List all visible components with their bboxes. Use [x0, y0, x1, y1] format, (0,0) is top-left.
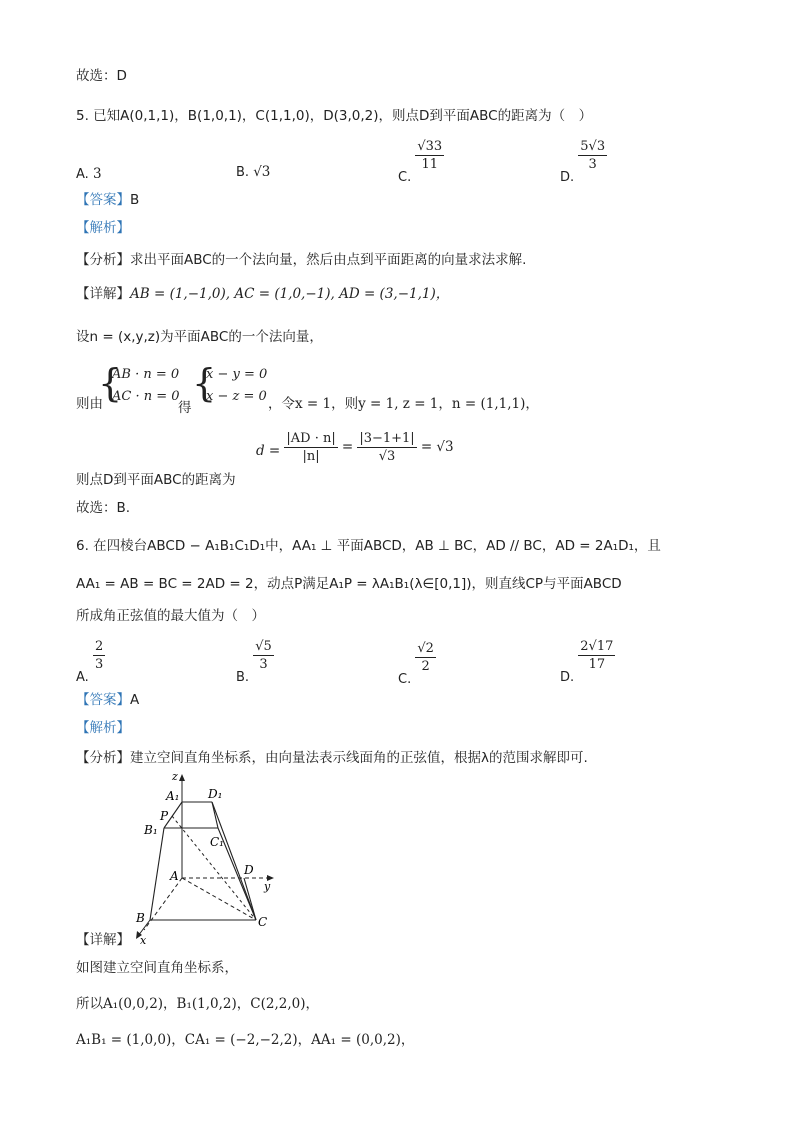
q6-option-c[interactable]: C. $\frac{√2}{2}$ — [398, 641, 434, 687]
q5-detail: 【详解】AB = (1,−1,0), AC = (1,0,−1), AD = (3,−1,1)， — [76, 286, 450, 302]
label-C: C — [258, 915, 268, 929]
q5-conclusion: 故选：B. — [76, 500, 131, 516]
q5-option-c[interactable]: C. $\frac{√33}{11}$ — [398, 139, 443, 185]
q6-stem-line3: 所成角正弦值的最大值为（ ） — [76, 608, 265, 624]
edge-B1B — [150, 828, 164, 920]
q5-stem: 5. 已知A(0,1,1)，B(1,0,1)，C(1,1,0)，D(3,0,2)，则点D到平面ABC的距离为（ ） — [76, 108, 593, 124]
q5-system-suffix: ，令x = 1，则y = 1, z = 1，n = (1,1,1)， — [268, 396, 539, 412]
q5-system-2: x − y = 0 x − z = 0 — [206, 367, 268, 404]
q6-detail-tag: 【详解】 — [76, 932, 130, 948]
q5-option-d[interactable]: D. $\frac{5√3}{3}$ — [560, 139, 606, 185]
label-A: A — [170, 869, 179, 883]
brace-icon: { — [98, 361, 123, 405]
label-P: P — [160, 809, 169, 823]
frustum-figure — [120, 768, 290, 948]
label-y: y — [264, 880, 271, 893]
q5-analysis: 【分析】求出平面ABC的一个法向量，然后由点到平面距离的向量求法求解. — [76, 252, 527, 268]
q6-stem-line2: AA₁ = AB = BC = 2AD = 2，动点P满足A₁P = λA₁B₁(λ∈[0,1])，则直线CP与平面ABCD — [76, 576, 622, 592]
q5-option-b[interactable]: B. √3 — [236, 164, 271, 180]
q5-option-c-fraction: $\frac{√33}{11}$ — [417, 139, 443, 172]
q6-option-b[interactable]: B. $\frac{√5}{3}$ — [236, 639, 272, 685]
q6-analysis: 【分析】建立空间直角坐标系，由向量法表示线面角的正弦值，根据λ的范围求解即可. — [76, 750, 588, 766]
q6-jiexi-tag: 【解析】 — [76, 720, 130, 736]
x-axis-hidden — [144, 878, 182, 930]
q6-vectors: A₁B₁ = (1,0,0)，CA₁ = (−2,−2,2)，AA₁ = (0,0,2)， — [76, 1032, 415, 1048]
previous-answer: 故选：D — [76, 68, 127, 84]
q5-system-prefix: 则由 — [76, 396, 103, 412]
q6-coords: 所以A₁(0,0,2)，B₁(1,0,2)，C(2,2,0)， — [76, 996, 319, 1012]
q5-option-a[interactable]: A. 3 — [76, 166, 102, 182]
q6-setup: 如图建立空间直角坐标系， — [76, 960, 238, 976]
q5-normal-vector: 设n = (x,y,z)为平面ABC的一个法向量， — [76, 329, 323, 345]
q6-answer: 【答案】A — [76, 692, 140, 708]
q5-option-d-fraction: $\frac{5√3}{3}$ — [580, 139, 606, 172]
label-B1: B₁ — [144, 823, 158, 837]
label-B: B — [136, 911, 145, 925]
z-axis-arrow-icon — [179, 774, 185, 781]
q5-system-1: AB · n = 0 AC · n = 0 — [112, 367, 180, 404]
q6-stem-line1: 6. 在四棱台ABCD − A₁B₁C₁D₁中，AA₁ ⊥ 平面ABCD，AB ⊥ BC，AD // BC，AD = 2A₁D₁，且 — [76, 538, 661, 554]
label-x: x — [140, 934, 147, 947]
q5-distance-formula: d = $\frac{|AD \cdot n|}{|n|}$ = $\frac{|3-1+1|}{√3}$ = √3 — [256, 431, 454, 464]
label-C1: C₁ — [210, 835, 224, 849]
edge-AC — [182, 878, 256, 920]
label-A1: A₁ — [166, 789, 180, 803]
q5-distance-prefix: 则点D到平面ABC的距离为 — [76, 472, 236, 488]
q5-jiexi-tag: 【解析】 — [76, 220, 130, 236]
label-D: D — [244, 863, 254, 877]
label-z: z — [172, 770, 178, 783]
q6-option-a[interactable]: A. $\frac{2}{3}$ — [76, 639, 104, 685]
q5-system-mid: 得 — [178, 400, 192, 416]
edge-D1D — [212, 802, 256, 920]
q6-option-d[interactable]: D. $\frac{2√17}{17}$ — [560, 639, 614, 685]
label-D1: D₁ — [208, 787, 223, 801]
q5-answer: 【答案】B — [76, 192, 140, 208]
brace-icon: { — [192, 361, 217, 405]
